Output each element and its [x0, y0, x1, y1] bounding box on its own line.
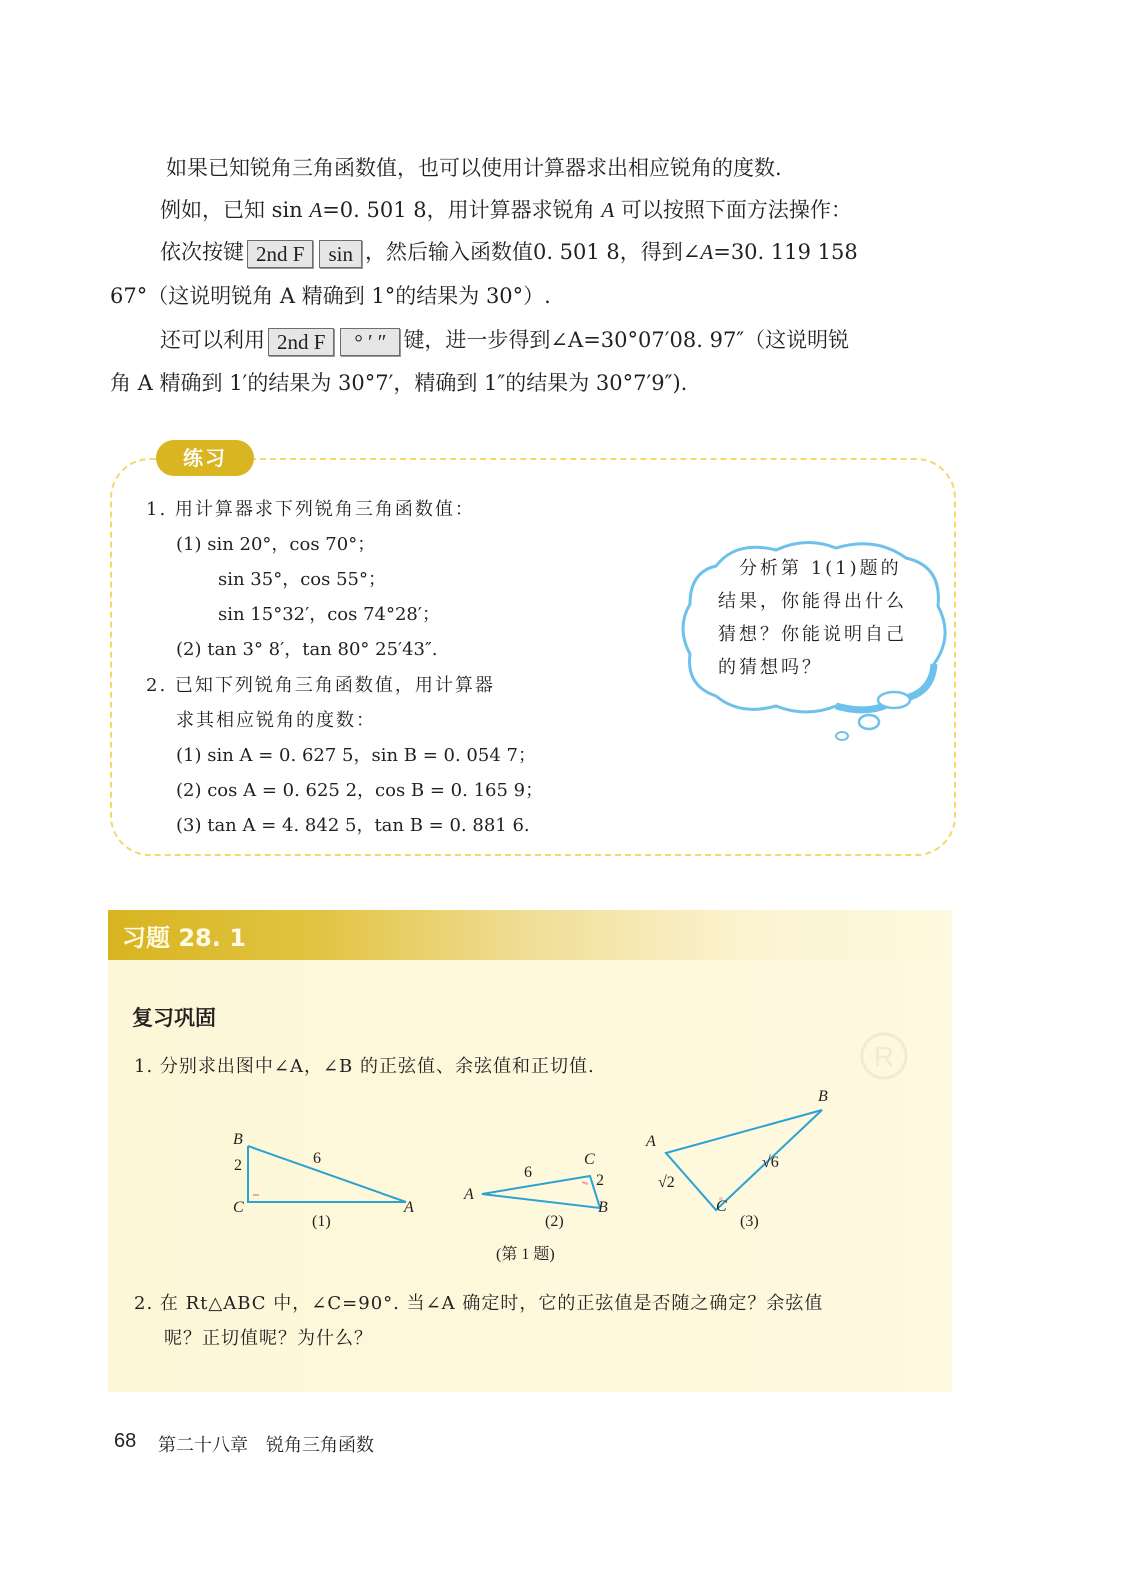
fig3-caption: (3) [740, 1213, 759, 1230]
fig3-side-cb: √6 [762, 1154, 779, 1171]
intro-line-3-value: =30. 119 158 [713, 240, 858, 264]
figures-caption: (第 1 题) [496, 1246, 555, 1263]
fig1-side-bc: 2 [234, 1157, 242, 1174]
exercise-q2-line-2: 呢？正切值呢？为什么？ [164, 1328, 373, 1349]
exercise-q1: 1. 分别求出图中∠A，∠B 的正弦值、余弦值和正切值. [134, 1056, 595, 1077]
exercise-q2-line-1: 2. 在 Rt△ABC 中，∠C=90°. 当∠A 确定时，它的正弦值是否随之确定？余弦值 [134, 1293, 824, 1314]
practice-q2-line-2: 求其相应锐角的度数： [176, 710, 376, 731]
intro-line-5 [160, 318, 1010, 362]
fig2-label-b: B [598, 1199, 608, 1216]
thought-cloud-text: 分析第 1(1)题的结果，你能得出什么猜想？你能说明自己的猜想吗？ [718, 558, 907, 678]
page-number: 68 [114, 1430, 137, 1452]
fig2-side-cb: 2 [596, 1172, 604, 1189]
intro-line-2-prefix: 例如，已知 sin [160, 198, 310, 222]
fig2-label-c: C [584, 1151, 595, 1168]
intro-line-2-mid: =0. 501 8，用计算器求锐角 [322, 198, 602, 222]
review-section-title: 复习巩固 [132, 1006, 216, 1030]
fig1-caption: (1) [312, 1213, 331, 1230]
intro-line-3-prefix: 依次按键 [160, 240, 244, 264]
key-dms: ° ′ ″ [340, 328, 400, 356]
intro-line-3 [160, 230, 1010, 274]
chapter-title: 第二十八章 锐角三角函数 [158, 1435, 374, 1456]
intro-line-5-prefix: 还可以利用 [160, 328, 265, 352]
intro-line-4: 67°（这说明锐角 A 精确到 1°的结果为 30°）. [110, 284, 551, 308]
fig3-side-ac: √2 [658, 1174, 675, 1191]
intro-line-2-suffix: 可以按照下面方法操作： [614, 198, 852, 222]
practice-q1-item: (2) tan 3° 8′，tan 80° 25′43″. [176, 639, 438, 660]
practice-q1: 1. 用计算器求下列锐角三角函数值： [146, 499, 475, 520]
exercise-title: 习题 28. 1 [122, 924, 246, 952]
intro-line-5-suffix: 键，进一步得到∠A=30°07′08. 97″（这说明锐 [403, 328, 850, 352]
practice-q1-item: sin 15°32′，cos 74°28′； [218, 604, 440, 625]
var-a: A [309, 198, 323, 222]
practice-q1-item: sin 35°，cos 55°； [218, 569, 386, 590]
fig2-label-a: A [464, 1186, 474, 1203]
practice-q2-line-1: 2. 已知下列锐角三角函数值，用计算器 [146, 675, 495, 696]
fig3-label-a: A [646, 1133, 656, 1150]
fig3-label-b: B [818, 1088, 828, 1105]
practice-q2-item: (3) tan A = 4. 842 5，tan B = 0. 881 6. [176, 815, 530, 836]
var-a: A [700, 240, 714, 264]
key-sin: sin [319, 240, 362, 268]
intro-line-1: 如果已知锐角三角函数值，也可以使用计算器求出相应锐角的度数. [166, 156, 782, 180]
registered-watermark-icon [858, 1030, 910, 1082]
practice-tag: 练习 [156, 440, 254, 476]
intro-line-6: 角 A 精确到 1′的结果为 30°7′，精确到 1″的结果为 30°7′9″). [110, 371, 688, 395]
practice-q2-item: (2) cos A = 0. 625 2，cos B = 0. 165 9； [176, 780, 544, 801]
practice-q2-item: (1) sin A = 0. 627 5，sin B = 0. 054 7； [176, 745, 536, 766]
practice-q1-item: (1) sin 20°，cos 70°； [176, 534, 376, 555]
fig1-label-c: C [233, 1199, 244, 1216]
intro-line-2 [160, 188, 1010, 232]
var-a: A [601, 198, 615, 222]
key-2nd-f: 2nd F [247, 240, 313, 268]
fig3-label-c: C [716, 1198, 727, 1215]
fig2-side-ac: 6 [524, 1164, 532, 1181]
fig1-side-ab: 6 [313, 1150, 321, 1167]
fig1-label-b: B [233, 1131, 243, 1148]
key-2nd-f: 2nd F [268, 328, 334, 356]
fig2-caption: (2) [545, 1213, 564, 1230]
svg-text:R: R [873, 1041, 895, 1072]
fig1-label-a: A [404, 1199, 414, 1216]
intro-line-3-suffix: ，然后输入函数值0. 501 8，得到∠ [364, 240, 701, 264]
